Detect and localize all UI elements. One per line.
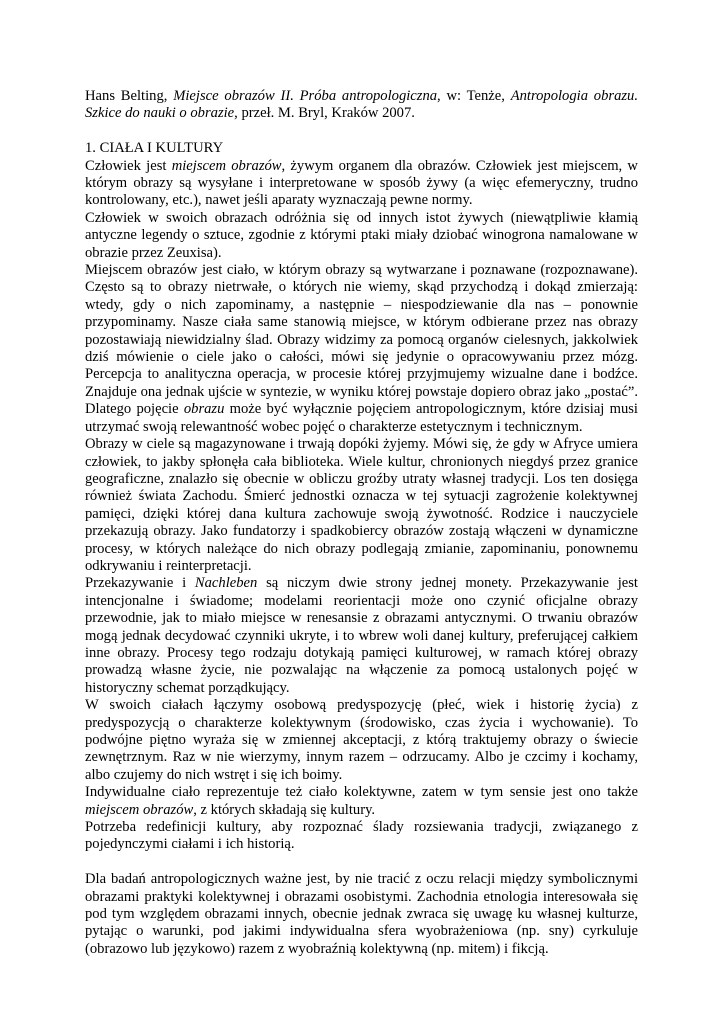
paragraph-3-text-a: Miejscem obrazów jest ciało, w którym obrazy są wytwarzane i poznawane (rozpoznawane). Często są to obrazy nietrwałe, o których nie wiemy, skąd przychodzą i dokąd zmierzają: wtedy, gdy o nich zapominamy, a następnie – niespodziewanie dla nas – ponownie przypominamy. Nasze ciała same stanowią miejsce, w którym odbierane przez nas obrazy pozostawiają niewidzialny ślad. Obrazy widzimy za pomocą organów cielesnych, jakkolwiek dziś mówienie o ciele jako o całości, mówi się jedynie o opracowywaniu przez mózg. Percepcja to analityczna operacja, w procesie której przyjmujemy wizualne dane i bodźce. Znajduje ona jednak ujście w syntezie, w wyniku której powstaje dopiero obraz jako „postać”. Dlatego pojęcie	[85, 262, 638, 418]
citation-title: Miejsce obrazów II. Próba antropologiczna	[173, 88, 438, 104]
paragraph-3-emphasis: obrazu	[183, 401, 225, 418]
paragraph-1-text-b: , żywym organem dla obrazów. Człowiek jest miejscem, w którym obrazy są wysyłane i interpretowane w sposób żywy (a więc efemeryczny, trudno kontrolowany, etc.), nawet jeśli aparaty wyznaczają pewne normy.	[85, 157, 638, 209]
paragraph-7-emphasis: miejscem obrazów	[85, 801, 194, 818]
paragraph-5	[85, 575, 638, 697]
paragraph-5-emphasis: Nachleben	[194, 575, 258, 592]
paragraph-3-text-b: może być wyłącznie pojęciem antropologicznym, które dzisiaj musi utrzymać swoją relewantność wobec pojęć o charakterze estetycznym i technicznym.	[85, 401, 638, 435]
citation-mid: , w: Tenże,	[437, 88, 505, 104]
paragraph-7	[85, 784, 638, 819]
paragraph-9: Dla badań antropologicznych ważne jest, by nie tracić z oczu relacji między symbolicznymi obrazami praktyki kolektywnej i obrazami osobistymi. Zachodnia etnologia interesowała się pod tym względem obrazami innych, obecnie jednak zwraca się uwagę ku własnej kulturze, pytając o warunki, pod jakimi indywidualna sfera wyobrażeniowa (np. sny) cyrkuluje (obrazowo lub językowo) razem z wyobraźnią kolektywną (np. mitem) i fikcją.	[85, 871, 638, 957]
paragraph-1-emphasis: miejscem obrazów	[171, 157, 282, 174]
paragraph-3	[85, 262, 638, 436]
bibliographic-citation	[85, 88, 638, 123]
document-page	[85, 88, 638, 958]
paragraph-6: W swoich ciałach łączymy osobową predyspozycję (płeć, wiek i historię życia) z predyspozycją o charakterze kolektywnym (środowisko, czas życia i wychowanie). To podwójne piętno wyraża się w zmiennej akceptacji, z którą traktujemy obrazy o świecie zewnętrznym. Raz w nie wierzymy, innym razem – odrzucamy. Albo je czcimy i kochamy, albo czujemy do nich wstręt i się ich boimy.	[85, 697, 638, 783]
paragraph-5-text-a: Przekazywanie i	[85, 575, 187, 592]
paragraph-5-text-b: są niczym dwie strony jednej monety. Przekazywanie jest intencjonalne i świadome; modelami reorientacji może ono czynić oficjalne obrazy przewodnie, jak to miało miejsce w renesansie z obrazami antycznymi. O trwaniu obrazów mogą jednak decydować czynniki ukryte, i to wbrew woli danej kultury, preferującej całkiem inne obrazy. Procesy tego rodzaju dotykają pamięci kulturowej, w ramach której obrazy prowadzą własne życie, nie pozwalając na włączenie za pomocą ustalonych pojęć w historyczny schemat porządkujący.	[85, 575, 638, 696]
paragraph-4: Obrazy w ciele są magazynowane i trwają dopóki żyjemy. Mówi się, że gdy w Afryce umiera człowiek, to jakby spłonęła cała biblioteka. Wiele kultur, chronionych niegdyś przez granice geograficzne, znalazło się obecnie w obliczu groźby utraty własnej tradycji. Los ten dosięga również świata Zachodu. Śmierć jednostki oznacza w tej sytuacji zagrożenie kolektywnej pamięci, dzięki której dana kultura zachowuje swoją żywotność. Rodzice i nauczyciele przekazują obrazy. Jako fundatorzy i spadkobiercy obrazów zostają włączeni w dynamiczne procesy, w których należące do nich obrazy podlegają zmianie, zapominaniu, ponownemu odkrywaniu i reinterpretacji.	[85, 436, 638, 574]
paragraph-1	[85, 158, 638, 210]
paragraph-7-text-a: Indywidualne ciało reprezentuje też ciało kolektywne, zatem w tym sensie jest ono także	[85, 784, 638, 801]
citation-book: Antropologia obrazu. Szkice do nauki o obrazie	[85, 88, 638, 122]
paragraph-7-text-b: , z których składają się kultury.	[193, 801, 376, 818]
citation-author: Hans Belting,	[85, 88, 168, 104]
paragraph-8: Potrzeba redefinicji kultury, aby rozpoznać ślady rozsiewania tradycji, związanego z pojedynczymi ciałami i ich historią.	[85, 819, 638, 853]
paragraph-1-text-a: Człowiek jest	[85, 157, 167, 174]
citation-tail: , przeł. M. Bryl, Kraków 2007.	[234, 105, 415, 122]
paragraph-2: Człowiek w swoich obrazach odróżnia się od innych istot żywych (niewątpliwie kłamią antyczne legendy o sztuce, zgodnie z którymi ptaki miały dziobać winogrona namalowane w obrazie przez Zeuxisa).	[85, 209, 638, 261]
section-heading: 1. CIAŁA I KULTURY	[85, 140, 224, 157]
